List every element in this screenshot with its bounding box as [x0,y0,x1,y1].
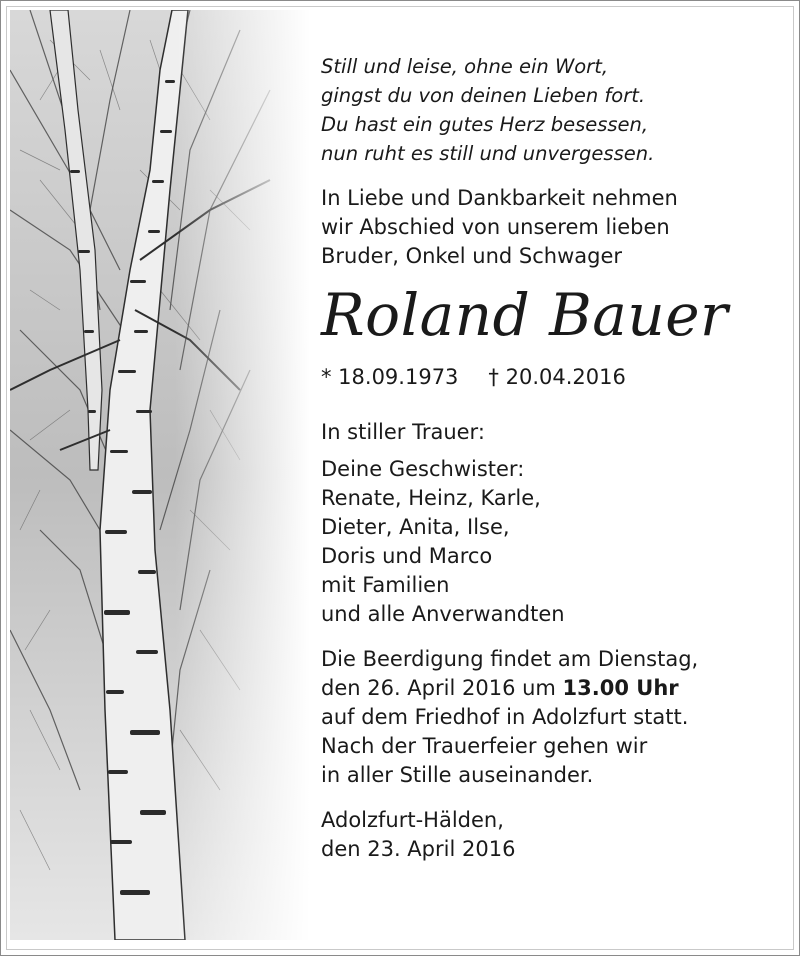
family-line: Deine Geschwister: [321,457,525,481]
funeral-line: in aller Stille auseinander. [321,763,594,787]
family-line: und alle Anverwandten [321,602,565,626]
intro-text [321,184,781,271]
obituary-text [321,52,781,864]
poem [321,52,781,168]
birth-date: * 18.09.1973 [321,365,459,389]
place-date [321,806,781,864]
family-line: Doris und Marco [321,544,493,568]
life-dates [321,363,781,392]
poem-line: nun ruht es still und unvergessen. [321,142,655,165]
intro-line: Bruder, Onkel und Schwager [321,244,623,268]
family-line: Renate, Heinz, Karle, [321,486,541,510]
funeral-line: Die Beerdigung findet am Dienstag, [321,647,699,671]
family-line: Dieter, Anita, Ilse, [321,515,510,539]
place-line: Adolzfurt-Hälden, [321,808,504,832]
poem-line: gingst du von deinen Lieben fort. [321,84,646,107]
death-date: † 20.04.2016 [488,365,626,389]
family-list [321,455,781,629]
funeral-time: 13.00 Uhr [562,676,679,700]
deceased-name: Roland Bauer [321,281,729,349]
intro-line: In Liebe und Dankbarkeit nehmen [321,186,678,210]
date-line: den 23. April 2016 [321,837,516,861]
mourning-heading: In stiller Trauer: [321,420,485,444]
poem-line: Still und leise, ohne ein Wort, [321,55,609,78]
funeral-line: Nach der Trauerfeier gehen wir [321,734,648,758]
funeral-info [321,645,781,790]
family-line: mit Familien [321,573,450,597]
intro-line: wir Abschied von unserem lieben [321,215,670,239]
poem-line: Du hast ein gutes Herz besessen, [321,113,649,136]
funeral-line: auf dem Friedhof in Adolzfurt statt. [321,705,689,729]
funeral-line [321,674,781,703]
funeral-date: den 26. April 2016 um [321,676,563,700]
birch-tree-photo [10,10,310,940]
